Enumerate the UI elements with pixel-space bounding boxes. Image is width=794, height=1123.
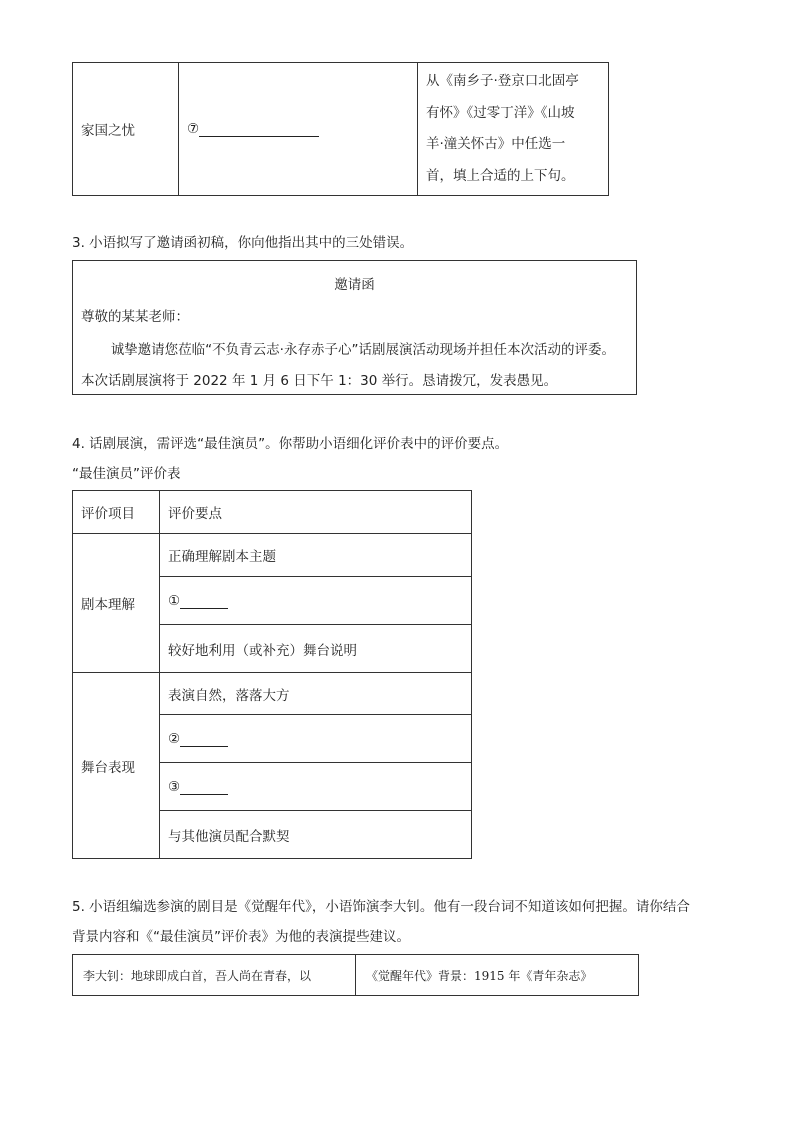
poem-table [72,62,609,196]
point-cell [160,577,472,625]
background-cell: 《觉醒年代》背景：1915 年《青年杂志》 [356,955,639,996]
instruction-cell [418,63,609,196]
point-cell [160,715,472,763]
blank-number: ⑦ [187,121,200,137]
blank-number: ① [168,592,181,609]
table-row [73,955,639,996]
quote-table [72,954,639,996]
point-cell: 较好地利用（或补充）舞台说明 [160,625,472,673]
instruction-line: 有怀》《过零丁洋》《山坡 [426,104,575,121]
point-cell: 正确理解剧本主题 [160,534,472,577]
answer-blank[interactable] [199,121,319,137]
point-cell: 表演自然，落落大方 [160,673,472,715]
item-cell: 剧本理解 [73,534,160,673]
question-3: 3. 小语拟写了邀请函初稿，你向他指出其中的三处错误。 [72,235,414,251]
instruction-line: 羊·潼关怀古》中任选一 [426,136,566,152]
header-points: 评价要点 [160,491,472,534]
evaluation-table [72,490,472,859]
blank-number: ③ [168,778,181,795]
question-5-line-2: 背景内容和《“最佳演员”评价表》为他的表演提些建议。 [72,929,410,945]
point-cell: 与其他演员配合默契 [160,811,472,859]
answer-blank[interactable] [180,593,228,609]
question-5-line-1: 5. 小语组编选参演的剧目是《觉醒年代》，小语饰演李大钊。他有一段台词不知道该如何把握。请你结合 [72,899,690,915]
answer-blank[interactable] [180,731,228,747]
category-cell: 家国之忧 [73,63,179,196]
instruction-line: 从《南乡子·登京口北固亭 [426,73,579,89]
invitation-letter [72,260,637,395]
question-4: 4. 话剧展演，需评选“最佳演员”。你帮助小语细化评价表中的评价要点。 [72,436,509,452]
answer-blank[interactable] [180,779,228,795]
quote-cell: 李大钊：地球即成白首，吾人尚在青春，以 [73,955,356,996]
item-cell: 舞台表现 [73,673,160,859]
letter-title: 邀请函 [334,277,375,293]
table-row [73,534,472,577]
table-row [73,63,609,196]
table-title: “最佳演员”评价表 [72,466,181,482]
answer-cell [179,63,418,196]
table-row [73,673,472,715]
blank-number: ② [168,730,181,747]
instruction-line: 首，填上合适的上下句。 [426,167,575,184]
table-header-row [73,491,472,534]
point-cell [160,763,472,811]
letter-greeting: 尊敬的某某老师： [81,309,189,325]
header-item: 评价项目 [73,491,160,534]
letter-body: 诚挚邀请您莅临“不负青云志·永存赤子心”话剧展演活动现场并担任本次活动的评委。本次话剧展演将于 2022 年 1 月 6 日下午 1：30 举行。恳请拨冗，发表愚见。 [81,342,615,389]
